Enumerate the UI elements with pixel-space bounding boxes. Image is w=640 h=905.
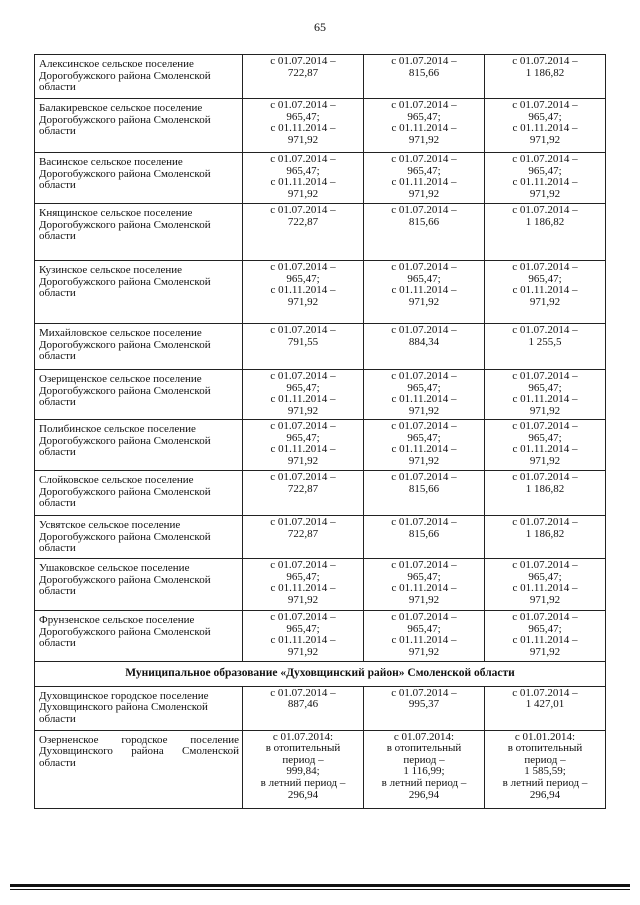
tariff-value-3: с 01.07.2014 – 965,47; с 01.11.2014 – 971,92 — [485, 559, 606, 611]
tariff-value-2: с 01.07.2014 – 965,47; с 01.11.2014 – 971,92 — [364, 420, 485, 471]
tariff-value-3: с 01.07.2014 – 965,47; с 01.11.2014 – 971,92 — [485, 261, 606, 324]
table-row — [35, 153, 606, 204]
tariff-value-3: с 01.07.2014 – 1 186,82 — [485, 204, 606, 261]
settlement-name: Ушаковское сельское поселение Дорогобужского района Смоленской области — [35, 559, 243, 611]
section-title: Муниципальное образование «Духовщинский район» Смоленской области — [35, 662, 606, 687]
tariff-value-3: с 01.07.2014 – 965,47; с 01.11.2014 – 971,92 — [485, 153, 606, 204]
table-row — [35, 516, 606, 559]
bottom-rule-thick — [10, 884, 630, 887]
tariff-value-2: с 01.07.2014 – 965,47; с 01.11.2014 – 971,92 — [364, 261, 485, 324]
tariff-value-3: с 01.07.2014 – 1 255,5 — [485, 324, 606, 370]
settlement-name: Усвятское сельское поселение Дорогобужского района Смоленской области — [35, 516, 243, 559]
tariff-value-2: с 01.07.2014 – 995,37 — [364, 686, 485, 730]
tariff-value-1: с 01.07.2014 – 722,87 — [243, 516, 364, 559]
tariff-value-2: с 01.07.2014 – 965,47; с 01.11.2014 – 971,92 — [364, 99, 485, 153]
tariff-value-1: с 01.07.2014 – 722,87 — [243, 204, 364, 261]
tariff-value-1: с 01.07.2014 – 965,47; с 01.11.2014 – 971,92 — [243, 370, 364, 420]
page-number: 65 — [314, 20, 326, 34]
tariff-value-1: с 01.07.2014 – 791,55 — [243, 324, 364, 370]
tariff-value-1: с 01.07.2014 – 887,46 — [243, 686, 364, 730]
tariff-value-3: с 01.07.2014 – 965,47; с 01.11.2014 – 971,92 — [485, 370, 606, 420]
settlement-name: Кузинское сельское поселение Дорогобужского района Смоленской области — [35, 261, 243, 324]
settlement-name: Княщинское сельское поселение Дорогобужского района Смоленской области — [35, 204, 243, 261]
table-row — [35, 204, 606, 261]
settlement-name: Фрунзенское сельское поселение Дорогобужского района Смоленской области — [35, 611, 243, 662]
table-row — [35, 99, 606, 153]
tariff-value-3: с 01.07.2014 – 965,47; с 01.11.2014 – 971,92 — [485, 611, 606, 662]
table-row — [35, 730, 606, 808]
tariff-value-2: с 01.07.2014 – 815,66 — [364, 204, 485, 261]
settlement-name: Михайловское сельское поселение Дорогобужского района Смоленской области — [35, 324, 243, 370]
table-row — [35, 370, 606, 420]
settlement-name: Духовщинское городское поселение Духовщинского района Смоленской области — [35, 686, 243, 730]
table-row — [35, 261, 606, 324]
tariff-value-1: с 01.07.2014 – 965,47; с 01.11.2014 – 971,92 — [243, 153, 364, 204]
tariff-value-2: с 01.07.2014: в отопительный период – 1 116,99; в летний период – 296,94 — [364, 730, 485, 808]
tariff-value-2: с 01.07.2014 – 965,47; с 01.11.2014 – 971,92 — [364, 559, 485, 611]
settlement-name: Полибинское сельское поселение Дорогобужского района Смоленской области — [35, 420, 243, 471]
tariff-table-body — [35, 55, 606, 809]
tariff-value-1: с 01.07.2014: в отопительный период – 999,84; в летний период – 296,94 — [243, 730, 364, 808]
table-row — [35, 324, 606, 370]
tariff-value-2: с 01.07.2014 – 965,47; с 01.11.2014 – 971,92 — [364, 153, 485, 204]
table-row — [35, 471, 606, 516]
tariff-value-2: с 01.07.2014 – 815,66 — [364, 55, 485, 99]
table-row — [35, 55, 606, 99]
table-row — [35, 559, 606, 611]
tariff-value-1: с 01.07.2014 – 965,47; с 01.11.2014 – 971,92 — [243, 611, 364, 662]
tariff-value-3: с 01.07.2014 – 1 186,82 — [485, 471, 606, 516]
tariff-value-2: с 01.07.2014 – 884,34 — [364, 324, 485, 370]
tariff-value-1: с 01.07.2014 – 722,87 — [243, 55, 364, 99]
tariff-table — [34, 54, 606, 809]
settlement-name: Алексинское сельское поселение Дорогобужского района Смоленской области — [35, 55, 243, 99]
tariff-value-2: с 01.07.2014 – 815,66 — [364, 471, 485, 516]
bottom-rule-thin — [10, 889, 630, 890]
tariff-value-1: с 01.07.2014 – 722,87 — [243, 471, 364, 516]
tariff-value-3: с 01.07.2014 – 965,47; с 01.11.2014 – 971,92 — [485, 99, 606, 153]
tariff-value-1: с 01.07.2014 – 965,47; с 01.11.2014 – 971,92 — [243, 261, 364, 324]
tariff-value-3: с 01.07.2014 – 965,47; с 01.11.2014 – 971,92 — [485, 420, 606, 471]
settlement-name: Балакиревское сельское поселение Дорогобужского района Смоленской области — [35, 99, 243, 153]
tariff-value-2: с 01.07.2014 – 965,47; с 01.11.2014 – 971,92 — [364, 611, 485, 662]
tariff-value-1: с 01.07.2014 – 965,47; с 01.11.2014 – 971,92 — [243, 99, 364, 153]
tariff-value-3: с 01.07.2014 – 1 186,82 — [485, 55, 606, 99]
tariff-value-3: с 01.07.2014 – 1 427,01 — [485, 686, 606, 730]
settlement-name: Озерищенское сельское поселение Дорогобужского района Смоленской области — [35, 370, 243, 420]
tariff-value-1: с 01.07.2014 – 965,47; с 01.11.2014 – 971,92 — [243, 559, 364, 611]
tariff-value-3: с 01.07.2014 – 1 186,82 — [485, 516, 606, 559]
table-row — [35, 420, 606, 471]
settlement-name: Васинское сельское поселение Дорогобужского района Смоленской области — [35, 153, 243, 204]
tariff-value-2: с 01.07.2014 – 965,47; с 01.11.2014 – 971,92 — [364, 370, 485, 420]
settlement-name: Слойковское сельское поселение Дорогобужского района Смоленской области — [35, 471, 243, 516]
tariff-value-3: с 01.01.2014: в отопительный период – 1 585,59; в летний период – 296,94 — [485, 730, 606, 808]
table-row — [35, 686, 606, 730]
tariff-value-1: с 01.07.2014 – 965,47; с 01.11.2014 – 971,92 — [243, 420, 364, 471]
tariff-value-2: с 01.07.2014 – 815,66 — [364, 516, 485, 559]
table-row — [35, 611, 606, 662]
section-row — [35, 662, 606, 687]
settlement-name: Озерненское городское поселение Духовщинского района Смоленской области — [35, 730, 243, 808]
